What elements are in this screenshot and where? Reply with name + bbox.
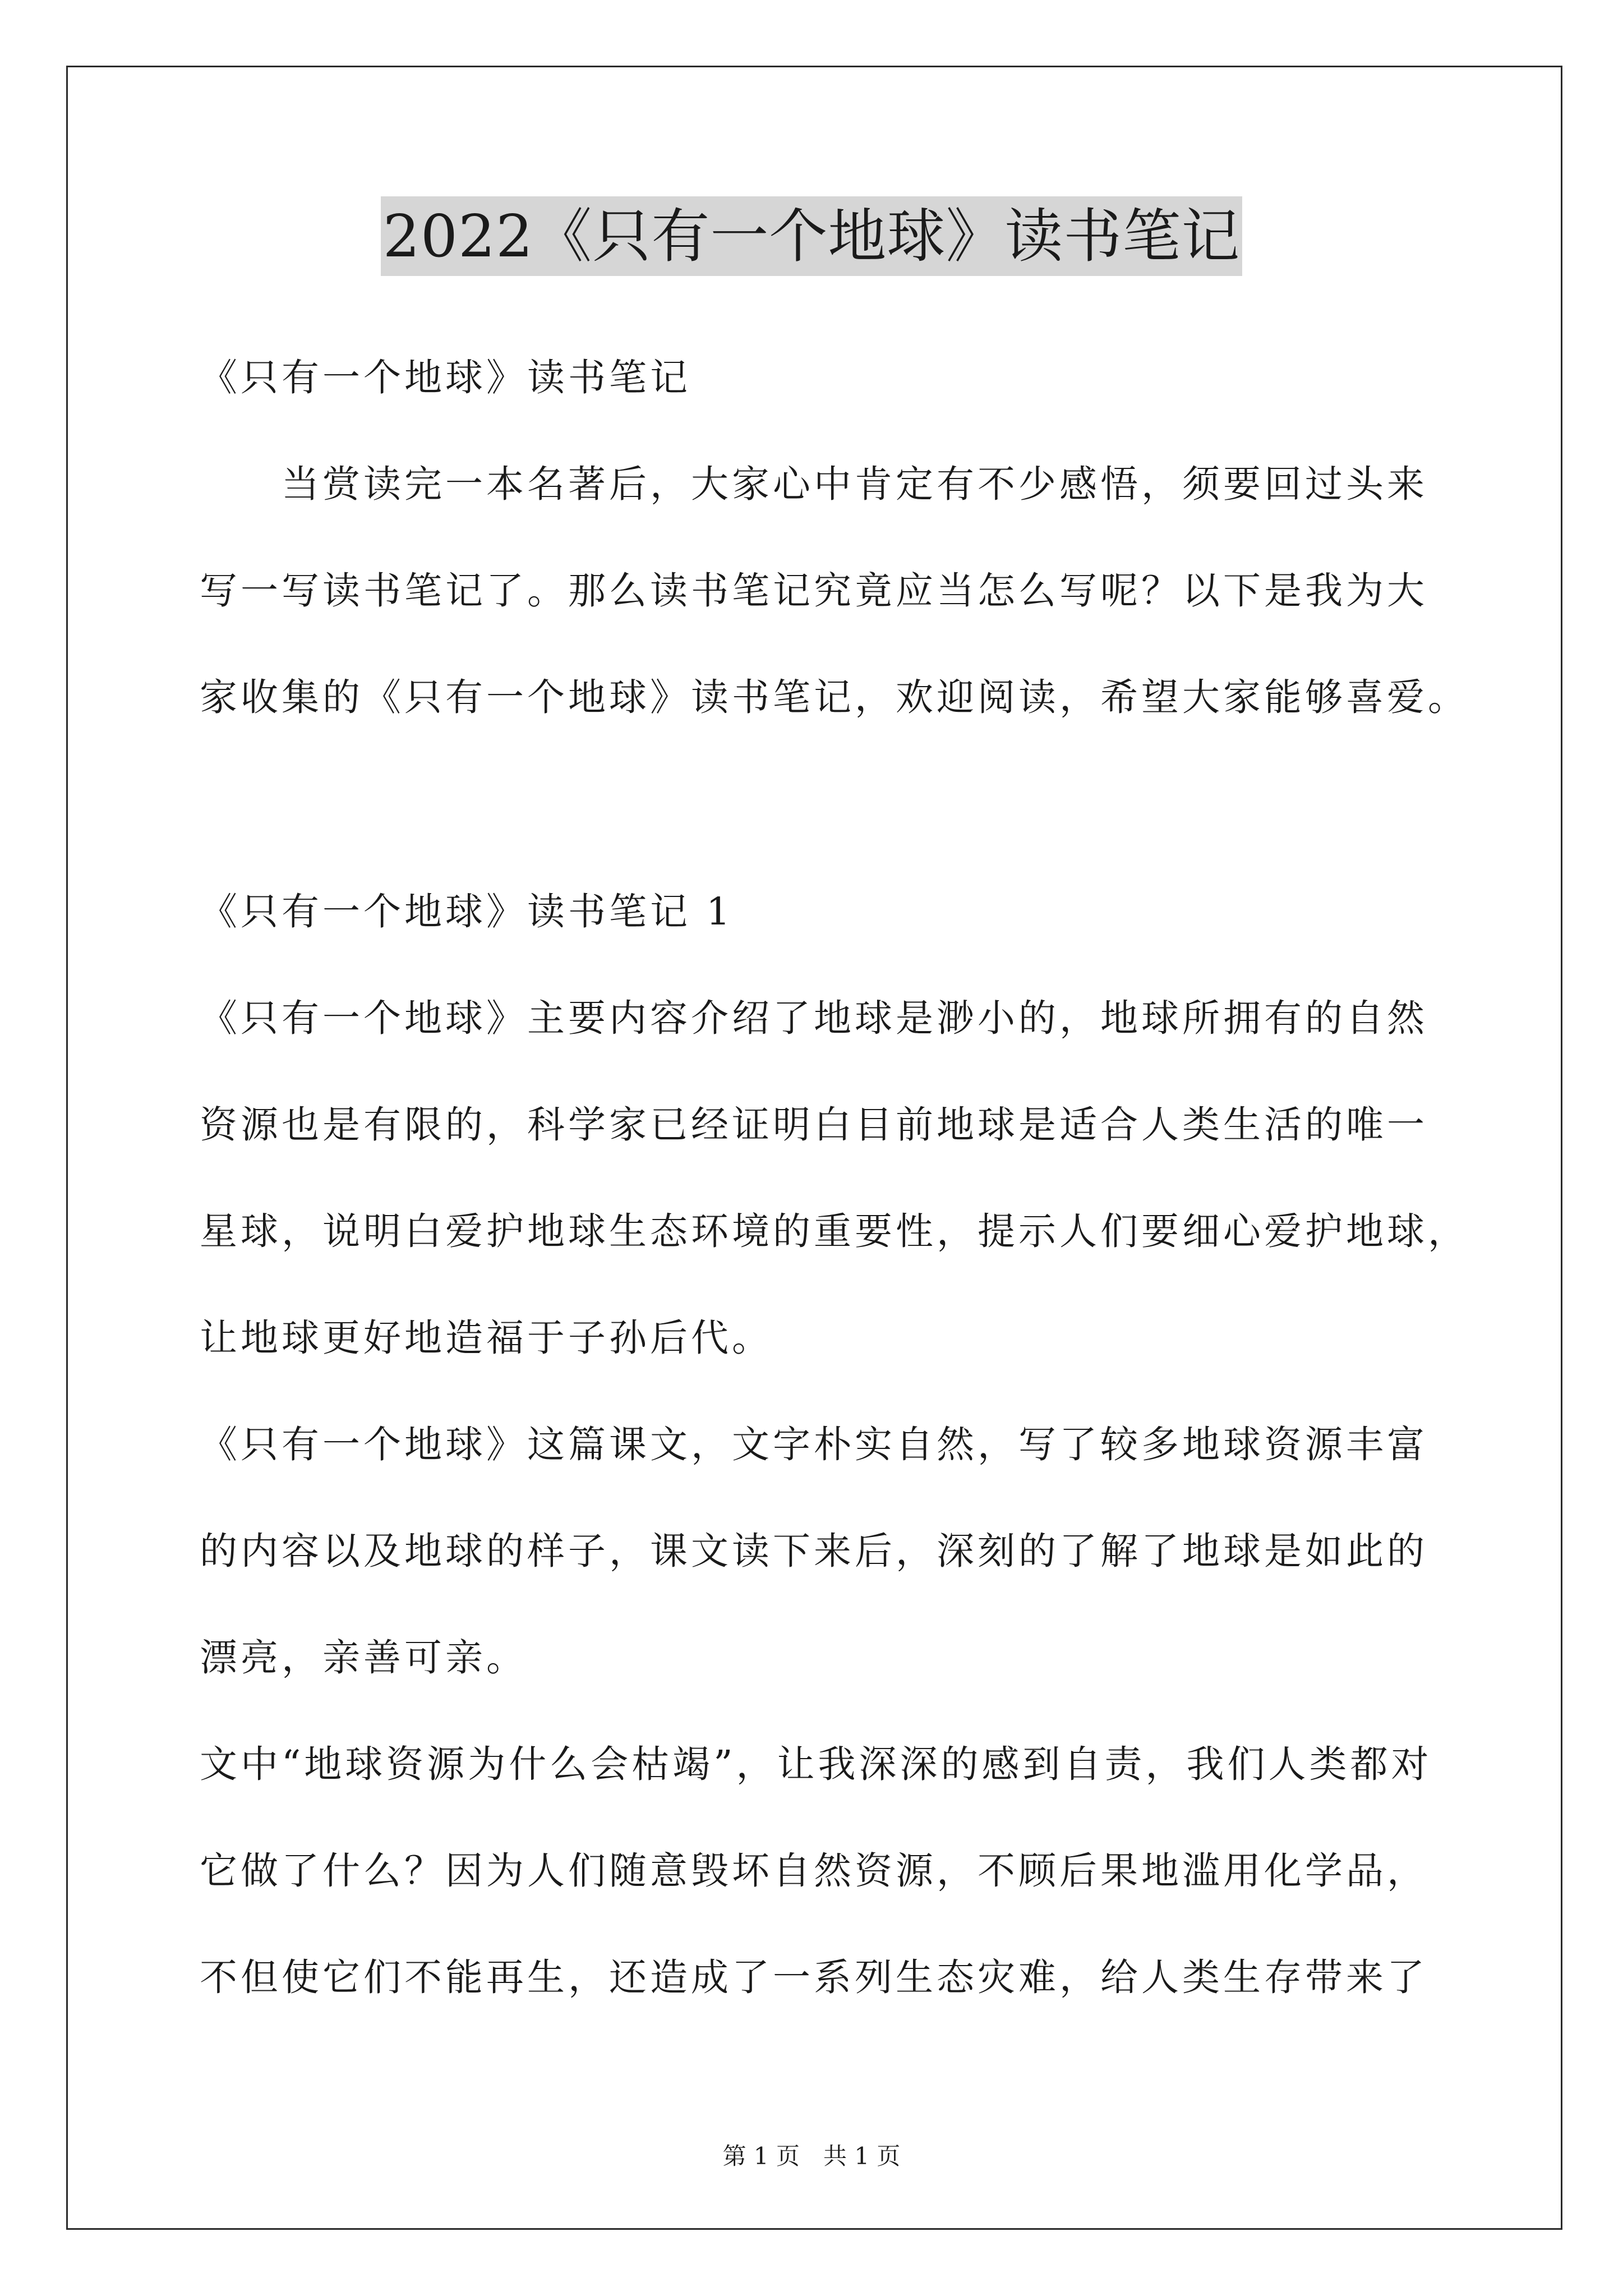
section-heading: 《只有一个地球》读书笔记 (200, 356, 691, 399)
paragraph-line: 星球，说明白爱护地球生态环境的重要性，提示人们要细心爱护地球， (200, 1209, 1469, 1253)
paragraph-line: 的内容以及地球的样子，课文读下来后，深刻的了解了地球是如此的 (200, 1529, 1428, 1573)
paragraph-line: 文中“地球资源为什么会枯竭”，让我深深的感到自责，我们人类都对 (200, 1742, 1432, 1786)
paragraph-line: 《只有一个地球》主要内容介绍了地球是渺小的，地球所拥有的自然 (200, 996, 1428, 1040)
paragraph-line: 家收集的《只有一个地球》读书笔记，欢迎阅读，希望大家能够喜爱。 (200, 675, 1469, 719)
paragraph-line: 《只有一个地球》这篇课文，文字朴实自然，写了较多地球资源丰富 (200, 1423, 1428, 1466)
section-heading: 《只有一个地球》读书笔记 1 (200, 890, 734, 933)
paragraph-line: 资源也是有限的，科学家已经证明白目前地球是适合人类生活的唯一 (200, 1103, 1428, 1147)
paragraph-line: 漂亮，亲善可亲。 (200, 1636, 527, 1680)
paragraph-line: 让地球更好地造福于子孙后代。 (200, 1316, 773, 1360)
document-title: 2022《只有一个地球》读书笔记 (381, 196, 1243, 276)
paragraph-line: 不但使它们不能再生，还造成了一系列生态灾难，给人类生存带来了 (200, 1955, 1428, 1999)
paragraph-line: 当赏读完一本名著后，大家心中肯定有不少感悟，须要回过头来 (200, 462, 1428, 506)
paragraph-line: 它做了什么？因为人们随意毁坏自然资源，不顾后果地滥用化学品， (200, 1849, 1428, 1893)
title-container (0, 196, 1623, 276)
page-footer: 第 1 页 共 1 页 (722, 2142, 901, 2170)
paragraph-line: 写一写读书笔记了。那么读书笔记究竟应当怎么写呢？以下是我为大 (200, 569, 1428, 613)
